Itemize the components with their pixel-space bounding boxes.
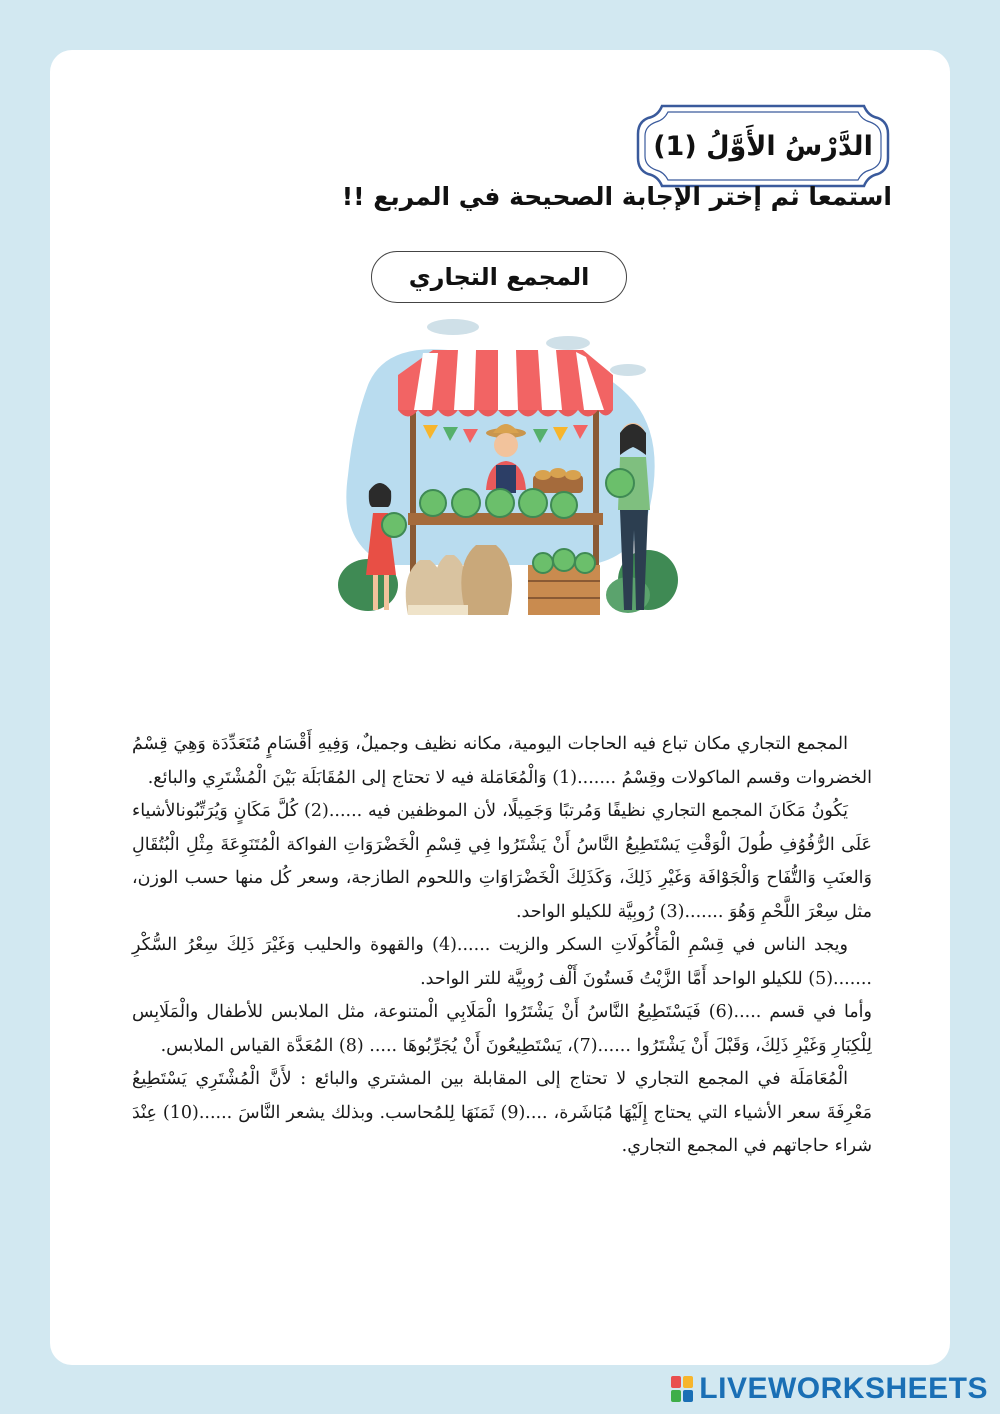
lesson-badge — [632, 100, 894, 192]
market-stall-illustration — [328, 315, 678, 620]
market-stall-icon — [328, 315, 678, 620]
logo-mark-icon — [671, 1376, 693, 1402]
brand-name: LIVEWORKSHEETS — [699, 1372, 988, 1405]
passage-paragraph: يَكُونُ مَكَانَ المجمع التجاري نظيفًا وَمُرتبًا وَجَمِيلًا، لأن الموظفين فيه ......(2) كُلَّ مَكَانٍ وَيُرَتِّبُونالأشياء عَلَى الرُّفُوُفِ طُولَ الْوَقْتِ يَسْتَطِيعُ النَّاسُ أَنْ يَشْتَرُوا فِي قِسْمِ الْخَضْرَوَاتِ الفواكة الْمُتَنَوِعَةَ مِثْلِ الْبُتُقَالِ وَالعنَبِ وَالتُّفَاح وَالْجَوْافَة وَغَيْرِ ذَلِكَ، وَكَذَلِكَ الْخَضْرَاوَاتِ واللحوم الطازجة، وسعر كُل منها حسب الوزن، مثل سِعْرَ اللَّحْمِ وَهُوَ .......(3) رُوبِيَّة للكيلو الواحد. — [132, 801, 872, 922]
passage-paragraph: المجمع التجاري مكان تباع فيه الحاجات اليومية، مكانه نظيف وجميلٌ، وَفِيهِ أَقْسَامٍ مُتَعَدِّدَة وَهِيَ قِسْمُ الخضروات وقسم الماكولات وقِسْمُ .......(1) وَالْمُعَامَلة فيه لا تحتاج إلى المُقَابَلَة بَيْنَ الْمُشْتَرِي والبائع. — [132, 734, 872, 788]
passage-paragraph: الْمُعَامَلَة في المجمع التجاري لا تحتاج إلى المقابلة بين المشتري والبائع : لأَنَّ الْمُشْتَرِي يَسْتَطِيعُ مَعْرِفَةَ سعر الأشياء التي يحتاج إِلَيْهَا مُبَاشَرة، ....(9) ثَمَنَهَا لِلمُحاسب. وبذلك يشعر النَّاسَ ......(10) عِنْدَ شراء حاجاتهم في المجمع التجاري. — [132, 1069, 872, 1156]
liveworksheets-logo — [671, 1372, 988, 1406]
lesson-title: الدَّرْسُ الأَوَّلُ (1) — [653, 130, 873, 162]
reading-passage — [132, 728, 872, 1164]
worksheet-page — [50, 50, 950, 1365]
instruction-text: استمعا ثم إختر الإجابة الصحيحة في المربع !! — [341, 182, 892, 211]
passage-paragraph: ويجد الناس في قِسْمِ الْمَأْكُولَاتِ السكر والزيت ......(4) والقهوة والحليب وَغَيْرَ ذَلِكَ سِعْرُ السُّكْرِ .......(5) للكيلو الواحد أَمَّا الزَّيْتُ فَستُونَ أَلْف رُوبِيَّة للتر الواحد. — [132, 935, 872, 989]
story-title: المجمع التجاري — [371, 251, 627, 303]
passage-paragraph: وأما في قسم .....(6) فَيَسْتَطِيعُ النَّاسُ أَنْ يَشْتَرُوا الْمَلَابِي الْمتنوعة، مثل الملابس للأطفال والْمَلَابِس لِلْكِبَارِ وَغَيْرِ ذَلِكَ، وَقَبْلَ أَنْ يَشْتَرُوا ......(7)، يَسْتَطِيعُونَ أَنْ يُجَرِّبُوهَا ..... (8) المُعَدَّة القياس الملابس. — [132, 1002, 872, 1056]
